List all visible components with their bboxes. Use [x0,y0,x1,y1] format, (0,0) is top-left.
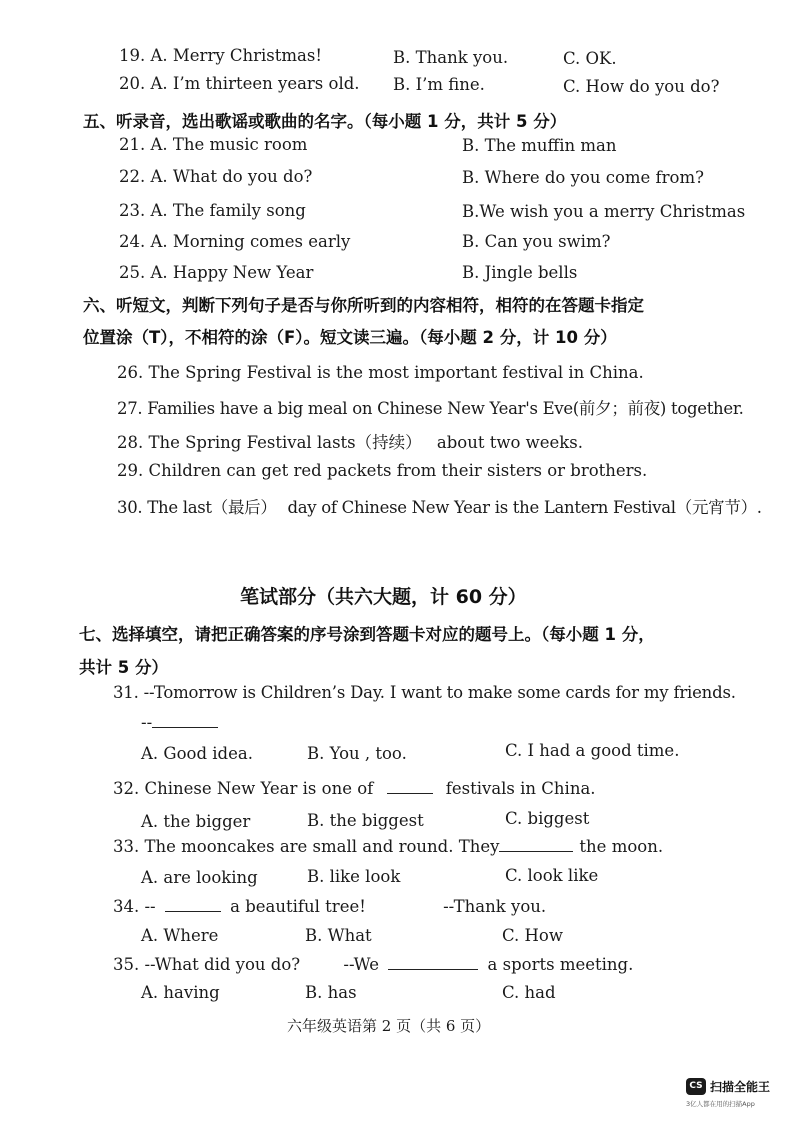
q23-option-b: B.We wish you a merry Christmas [462,202,746,221]
q28-statement [117,429,583,453]
q24-option-a: 24. A. Morning comes early [119,232,351,251]
q19-option-b: B. Thank you. [393,48,509,67]
section-6-heading-line2: 位置涂（T），不相符的涂（F）。短文读三遍。（每小题 2 分，计 10 分） [83,328,617,347]
q35-stem-end: a sports meeting. [487,955,634,974]
q35-answer-blank [388,955,478,970]
q20-option-b: B. I’m fine. [393,75,485,94]
q32-answer-blank [387,779,433,794]
q33-stem [113,837,663,856]
page-footer: 六年级英语第 2 页（共 6 页） [287,1017,491,1035]
q25-option-a: 25. A. Happy New Year [119,263,314,282]
q23-option-a: 23. A. The family song [119,201,306,220]
q35-option-c: C. had [502,983,556,1002]
q20-option-c: C. How do you do? [563,77,720,96]
q34-option-c: C. How [502,926,563,945]
q33-answer-blank [499,837,573,852]
written-part-title: 笔试部分（共六大题，计 60 分） [240,586,527,608]
q22-option-b: B. Where do you come from? [462,168,704,187]
q32-stem-end: festivals in China. [445,779,596,798]
section-6-heading-line1: 六、听短文，判断下列句子是否与你所听到的内容相符，相符的在答题卡指定 [83,296,644,315]
q33-stem-start: 33. The mooncakes are small and round. They [113,837,500,856]
q35-stem-start: 35. --What did you do? [113,955,301,974]
q24-option-b: B. Can you swim? [462,232,611,251]
q29-statement: 29. Children can get red packets from their sisters or brothers. [117,461,648,480]
q31-option-c: C. I had a good time. [505,741,680,760]
section-7-heading-line2: 共计 5 分） [79,658,168,677]
q31-option-b: B. You , too. [307,744,407,763]
q32-stem-start: 32. Chinese New Year is one of [113,779,374,798]
q34-option-a: A. Where [141,926,219,945]
q35-option-a: A. having [141,983,220,1002]
q25-option-b: B. Jingle bells [462,263,578,282]
section-7-heading-line1: 七、选择填空，请把正确答案的序号涂到答题卡对应的题号上。（每小题 1 分， [79,625,655,644]
q35-stem-reply: --We [343,955,380,974]
camscanner-logo-icon: CS [686,1078,706,1095]
q30-statement [117,494,762,518]
q19-option-a: 19. A. Merry Christmas! [119,46,322,65]
q34-answer-blank [165,897,221,912]
q33-option-c: C. look like [505,866,599,885]
scanner-tagline: 3亿人都在用的扫描App [686,1100,755,1108]
q31-reply-prefix: -- [141,713,153,732]
q19-option-c: C. OK. [563,49,617,68]
q34-stem-response: --Thank you. [443,897,547,916]
q33-option-b: B. like look [307,867,401,886]
q22-option-a: 22. A. What do you do? [119,167,313,186]
q21-option-b: B. The muffin man [462,136,617,155]
q31-stem: 31. --Tomorrow is Children’s Day. I want to make some cards for my friends. [113,683,736,702]
q20-option-a: 20. A. I’m thirteen years old. [119,74,360,93]
q21-option-a: 21. A. The music room [119,135,308,154]
q35-option-b: B. has [305,983,357,1002]
q34-stem-middle: a beautiful tree! [230,897,366,916]
scanner-app-name: 扫描全能王 [710,1080,771,1094]
q34-stem-start: 34. -- [113,897,156,916]
q30-statement-start: 30. The last（最后） [117,498,277,517]
q32-stem [113,779,596,798]
q32-option-b: B. the biggest [307,811,424,830]
q31-answer-blank [152,713,218,728]
q32-option-c: C. biggest [505,809,590,828]
q31-option-a: A. Good idea. [141,744,253,763]
q34-option-b: B. What [305,926,372,945]
q32-option-a: A. the bigger [141,812,251,831]
section-5-heading: 五、听录音，选出歌谣或歌曲的名字。（每小题 1 分，共计 5 分） [83,112,567,131]
q30-statement-end: day of Chinese New Year is the Lantern Festival（元宵节）. [287,498,762,517]
q28-statement-start: 28. The Spring Festival lasts（持续） [117,433,422,452]
q35-stem [113,955,633,974]
q27-statement: 27. Families have a big meal on Chinese New Year's Eve(前夕；前夜) together. [117,399,744,418]
q34-stem [113,897,546,916]
q33-option-a: A. are looking [141,868,258,887]
q33-stem-end: the moon. [579,837,664,856]
q28-statement-end: about two weeks. [436,433,584,452]
q26-statement: 26. The Spring Festival is the most important festival in China. [117,363,644,382]
q31-reply [141,713,218,732]
